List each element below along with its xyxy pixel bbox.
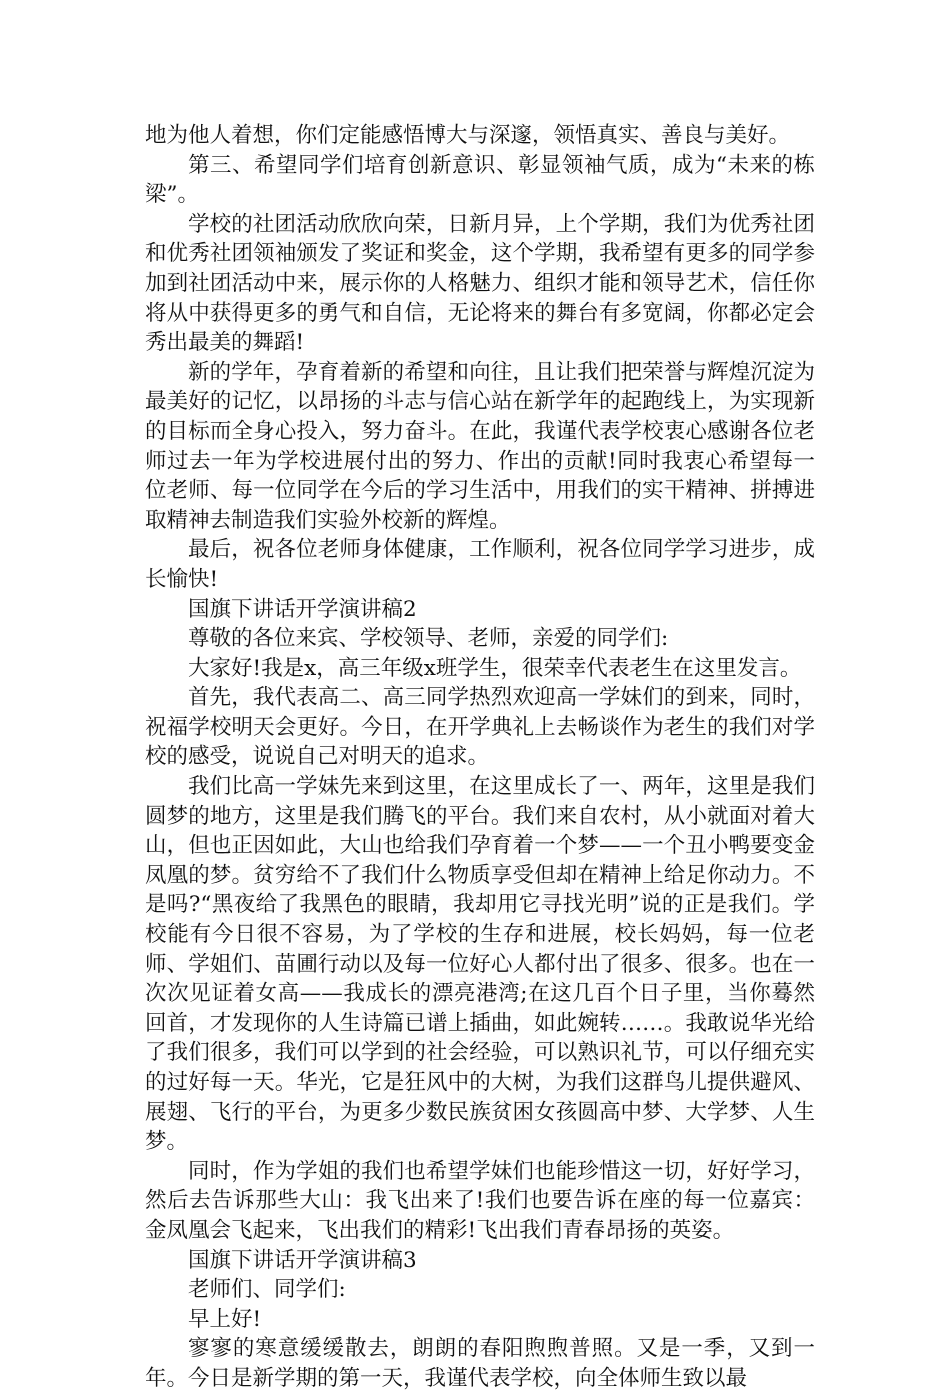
paragraph: 寥寥的寒意缓缓散去，朗朗的春阳煦煦普照。又是一季，又到一年。今日是新学期的第一天，我谨代表学校，向全体师生致以最 [145, 1336, 815, 1391]
paragraph: 大家好!我是x，高三年级x班学生，很荣幸代表老生在这里发言。 [188, 655, 802, 681]
document-body [145, 121, 815, 1394]
paragraph: 首先，我代表高二、高三同学热烈欢迎高一学妹们的到来，同时，祝福学校明天会更好。今日，在开学典礼上去畅谈作为老生的我们对学校的感受，说说自己对明天的追求。 [145, 685, 815, 770]
salutation: 老师们、同学们: [188, 1277, 346, 1303]
paragraph: 第三、希望同学们培育创新意识、彰显领袖气质，成为“未来的栋梁”。 [145, 152, 815, 208]
section-heading: 国旗下讲话开学演讲稿3 [188, 1247, 417, 1273]
paragraph: 地为他人着想，你们定能感悟博大与深邃，领悟真实、善良与美好。 [145, 123, 791, 148]
salutation: 尊敬的各位来宾、学校领导、老师，亲爱的同学们: [188, 626, 669, 652]
paragraph: 最后，祝各位老师身体健康，工作顺利，祝各位同学学习进步，成长愉快! [145, 537, 815, 592]
paragraph: 新的学年，孕育着新的希望和向往，且让我们把荣誉与辉煌沉淀为最美好的记忆，以昂扬的斗志与信心站在新学年的起跑线上，为实现新的目标而全身心投入，努力奋斗。在此，我谨代表学校衷心感谢各位老师过去一年为学校进展付出的努力、作出的贡献!同时我衷心希望每一位老师、每一位同学在今后的学习生活中，用我们的实干精神、拼搏进取精神去制造我们实验外校新的辉煌。 [145, 359, 815, 533]
section-heading: 国旗下讲话开学演讲稿2 [188, 596, 417, 622]
greeting: 早上好! [188, 1306, 262, 1332]
paragraph: 学校的社团活动欣欣向荣，日新月异，上个学期，我们为优秀社团和优秀社团领袖颁发了奖证和奖金，这个学期，我希望有更多的同学参加到社团活动中来，展示你的人格魅力、组织才能和领导艺术，信任你将从中获得更多的勇气和自信，无论将来的舞台有多宽阔，你都必定会秀出最美的舞蹈! [145, 211, 815, 356]
paragraph: 我们比高一学妹先来到这里，在这里成长了一、两年，这里是我们圆梦的地方，这里是我们腾飞的平台。我们来自农村，从小就面对着大山，但也正因如此，大山也给我们孕育着一个梦——一个丑小鸭要变金凤凰的梦。贫穷给不了我们什么物质享受但却在精神上给足你动力。不是吗?“黑夜给了我黑色的眼睛，我却用它寻找光明”说的正是我们。学校能有今日很不容易，为了学校的生存和进展，校长妈妈，每一位老师、学姐们、苗圃行动以及每一位好心人都付出了很多、很多。也在一次次见证着女高——我成长的漂亮港湾;在这几百个日子里，当你蓦然回首，才发现你的人生诗篇已谱上插曲，如此婉转……。我敢说华光给了我们很多，我们可以学到的社会经验，可以熟识礼节，可以仔细充实的过好每一天。华光，它是狂风中的大树，为我们这群鸟儿提供避风、展翅、飞行的平台，为更多少数民族贫困女孩圆高中梦、大学梦、人生梦。 [145, 774, 815, 1155]
paragraph: 同时，作为学姐的我们也希望学妹们也能珍惜这一切，好好学习，然后去告诉那些大山：我飞出来了!我们也要告诉在座的每一位嘉宾：金凤凰会飞起来，飞出我们的精彩!飞出我们青春昂扬的英姿。 [145, 1158, 815, 1243]
